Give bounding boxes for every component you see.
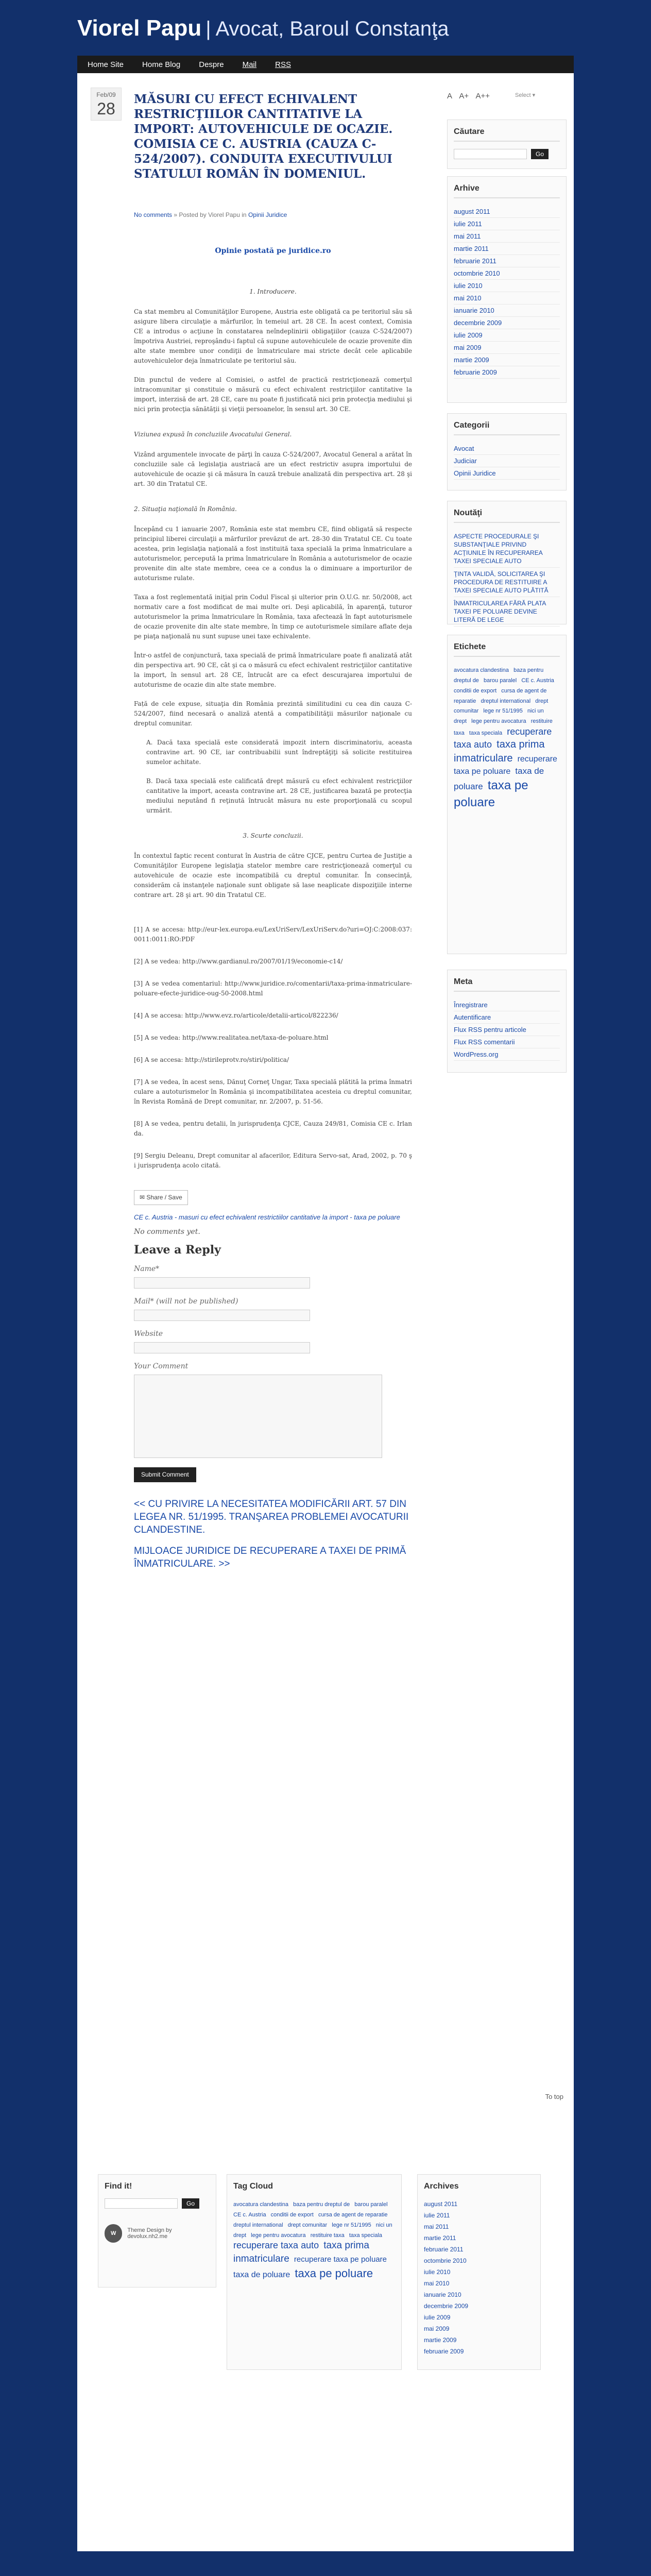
category-item[interactable]: Judiciar: [454, 455, 560, 467]
paragraph: Față de cele expuse, situaţia din România prezintă similitudini cu cea din cauza C-524/2007, fiind necesară o analiză atentă a compatibilităţii măsurilor naţionale cu dreptul comunitar.: [134, 700, 412, 727]
site-title-text[interactable]: Viorel Papu: [77, 15, 202, 41]
nav-home-blog[interactable]: Home Blog: [142, 60, 181, 69]
nav-rss[interactable]: RSS: [275, 60, 291, 69]
footer-archive-item[interactable]: octombrie 2010: [424, 2257, 467, 2264]
font-size-switcher: [447, 92, 495, 100]
paragraph-list-b: B. Dacă taxa specială este calificată drept măsură cu efect echivalent restricţiilor cantitative la import, aceasta contravine art. 28 CE, justificarea bazată pe protecţia mediului neputând fi reţinută întrucât măsura nu este proporţională cu scopul urmărit.: [146, 777, 412, 814]
name-input[interactable]: [134, 1277, 310, 1289]
name-label: Name*: [134, 1265, 160, 1273]
archive-item[interactable]: februarie 2009: [454, 366, 560, 379]
site-header: [0, 0, 651, 52]
tag-link[interactable]: CE c. Austria: [521, 677, 554, 684]
footer-archive-item[interactable]: iulie 2010: [424, 2268, 451, 2276]
footnote[interactable]: [6] A se accesa: http://stirileprotv.ro/stiri/politica/: [134, 1056, 289, 1063]
footnote[interactable]: [4] A se accesa: http://www.evz.ro/articole/detalii-articol/822236/: [134, 1012, 338, 1019]
tag-link[interactable]: taxa de poluare: [233, 2270, 290, 2279]
post-byline: Opinie postată pe juridice.ro: [215, 247, 331, 255]
archive-item[interactable]: iulie 2010: [454, 280, 560, 292]
search-input[interactable]: [454, 149, 527, 159]
share-button[interactable]: [134, 1190, 188, 1205]
tag-link[interactable]: recuperare taxa auto: [233, 2240, 319, 2251]
tag-link[interactable]: cursa de agent de reparatie: [318, 2211, 388, 2218]
tag-link[interactable]: taxa pe poluare: [454, 778, 528, 809]
tag-link[interactable]: baza pentru dreptul de: [293, 2201, 350, 2208]
search-title: Căutare: [454, 127, 560, 142]
tag-link[interactable]: drept comunitar: [454, 698, 549, 715]
paragraph: Începând cu 1 ianuarie 2007, România este stat membru CE, fiind obligată să respecte principiul liberei circulaţii a mărfurilor prevăzut de art. 28-30 din Tratatul CE. Cu toate acestea, prin legislaţia naţională a fost instituită taxa specială la prima înmatriculare a autoturismelor, percepută la prima înmatriculare în România a autoturismelor de ocazie provenite din alte state membre, ceea ce a condus la o diminuare a importurilor de autoturisme rulate.: [134, 526, 412, 582]
footnote[interactable]: [3] A se vedea comentariul: http://www.juridice.ro/comentarii/taxa-prima-inmatriculare-poluare-efecte-juridice-oug-50-2008.html: [134, 980, 412, 997]
tag-link[interactable]: cursa de agent de reparatie: [454, 687, 547, 704]
posted-by: » Posted by Viorel Papu in: [174, 211, 247, 218]
paragraph: În contextul faptic recent conturat în Austria de către CJCE, pentru Curtea de Justiţie a Comunităţilor Europene legislaţia statelor membre care restricţionează comerţul cu autovehicule de ocazie este incompatibilă cu dreptul comunitar. În consecinţă, considerăm că instanţele naţionale sunt obligate să lase neaplicate dispoziţiile interne contrare art. 28 şi art. 90 din Tratatul CE.: [134, 852, 412, 899]
archive-widget: [447, 176, 567, 403]
footer-archive-item[interactable]: august 2011: [424, 2200, 458, 2208]
footnote: [8] A se vedea, pentru detalii, în jurisprudenţa CJCE, Cauza 249/81, Comisia CE c. Irlanda.: [134, 1120, 412, 1137]
theme-credit-text[interactable]: Theme Design by devolux.nh2.me: [127, 2227, 172, 2240]
footer-archives-title: Archives: [424, 2182, 459, 2191]
paragraph: Ca stat membru al Comunităţilor Europene, Austria este obligată ca pe teritoriul său să asigure libera circulaţie a mărfurilor, în temeiul art. 28 CE. În acest context, Comisia CE a introdus o acţiune în constatarea neîndeplinirii obligaţiilor (cauza C-524/2007) împotriva Austriei, reproşându-i faptul că supune autovehiculele de ocazie provenite din alte state membre unor condiţii de înmatriculare mai stricte decât cele aplicabile autovehiculelor deja înmatriculate pe teritoriul său.: [134, 308, 412, 364]
submit-comment-button[interactable]: Submit Comment: [134, 1467, 196, 1482]
news-item[interactable]: ÎNMATRICULAREA FĂRĂ PLATA TAXEI PE POLUARE DEVINE LITERĂ DE LEGE: [454, 597, 560, 626]
meta-item[interactable]: Înregistrare: [454, 999, 560, 1011]
archive-title: Arhive: [454, 184, 560, 198]
news-widget: [447, 501, 567, 624]
tag-cloud: [454, 664, 560, 811]
footer-archive-item[interactable]: martie 2009: [424, 2336, 457, 2344]
meta-item[interactable]: Flux RSS pentru articole: [454, 1024, 560, 1036]
tag-link[interactable]: recuperare taxa pe poluare: [454, 755, 557, 776]
footer-archive-item[interactable]: ianuarie 2010: [424, 2291, 461, 2298]
footer-tagcloud-widget: [227, 2174, 402, 2370]
tag-link[interactable]: baza pentru dreptul de: [454, 667, 544, 684]
no-comments-text: No comments yet.: [134, 1228, 200, 1236]
news-item[interactable]: ASPECTE PROCEDURALE ŞI SUBSTANŢIALE PRIVIND ACŢIUNILE ÎN RECUPERAREA TAXEI SPECIALE AUTO: [454, 530, 560, 568]
site-title[interactable]: [77, 15, 449, 41]
news-item[interactable]: ŢINTA VALIDĂ, SOLICITAREA ŞI PROCEDURA DE RESTITUIRE A TAXEI SPECIALE AUTO PLĂTITĂ: [454, 568, 560, 597]
paragraph: Într-o astfel de conjunctură, taxa specială de primă înmatriculare poate fi analizată atât din perspectiva art. 90 CE, cât şi ca o măsură cu efect echivalent restricţiilor cantitative la import, în sensul art. 28 CE, întrucât are ca efect descurajarea importului de autoturisme de ocazie din alte state membre.: [134, 652, 412, 688]
previous-post-link[interactable]: << CU PRIVIRE LA NECESITATEA MODIFICĂRII ART. 57 DIN LEGEA NR. 51/1995. TRANŞAREA PROBLEMEI AVOCATURII CLANDESTINE.: [134, 1499, 409, 1535]
meta-item[interactable]: WordPress.org: [454, 1048, 560, 1061]
archive-item[interactable]: februarie 2011: [454, 255, 560, 267]
comments-link[interactable]: No comments: [134, 211, 173, 218]
post-category-line[interactable]: CE c. Austria - masuri cu efect echivalent restrictiilor cantitative la import - taxa pe poluare: [134, 1213, 400, 1221]
meta-title: Meta: [454, 977, 560, 992]
archive-item[interactable]: martie 2009: [454, 354, 560, 366]
paragraph: Taxa a fost reglementată iniţial prin Codul Fiscal şi ulterior prin O.U.G. nr. 50/2008, act normativ care a fost modificat de mai multe ori. Deşi aplicabilă, în aparenţă, tuturor autoturismelor la prima înmatriculare în România, taxa afectează în fapt autoturismele de ocazie provenite din alte state membre, în timp ce autoturismele similare aflate deja pe piaţa naţională nu sunt supuse unei taxe echivalente.: [134, 594, 412, 640]
meta-widget: [447, 970, 567, 1073]
section-title: 3. Scurte concluzii.: [243, 832, 303, 839]
footer-find-title: Find it!: [105, 2182, 132, 2191]
share-label: Share / Save: [146, 1194, 182, 1201]
site-subtitle: | Avocat, Baroul Constanţa: [205, 18, 449, 40]
post-meta: [134, 211, 287, 218]
nav-mail[interactable]: Mail: [242, 60, 257, 69]
website-label: Website: [134, 1330, 163, 1338]
archive-item[interactable]: mai 2011: [454, 230, 560, 243]
tag-link[interactable]: restituire taxa: [310, 2232, 345, 2239]
to-top-link[interactable]: To top: [545, 2093, 563, 2100]
next-post-link[interactable]: MIJLOACE JURIDICE DE RECUPERARE A TAXEI DE PRIMĂ ÎNMATRICULARE. >>: [134, 1546, 406, 1569]
tag-link[interactable]: lege nr 51/1995: [332, 2222, 371, 2228]
font-size-large[interactable]: A+: [459, 92, 469, 100]
footer-archive-item[interactable]: mai 2009: [424, 2325, 450, 2332]
news-title: Noutăţi: [454, 509, 560, 523]
theme-credit: [105, 2224, 210, 2243]
tag-link[interactable]: lege nr 51/1995: [483, 708, 523, 715]
section-title: Viziunea expusă în concluziile Avocatului General.: [134, 431, 292, 438]
tag-link[interactable]: conditii de export: [454, 687, 497, 694]
tag-link[interactable]: taxa de poluare: [454, 766, 544, 792]
post-body: [77, 246, 438, 1570]
font-size-xlarge[interactable]: A++: [475, 92, 490, 100]
tag-link[interactable]: taxa prima inmatriculare: [454, 739, 545, 765]
footer-tagcloud-title: Tag Cloud: [233, 2182, 273, 2191]
comment-textarea[interactable]: [134, 1375, 382, 1458]
footer-go-button[interactable]: Go: [182, 2198, 199, 2209]
tag-link[interactable]: taxa prima inmatriculare: [233, 2240, 369, 2265]
archive-item[interactable]: august 2011: [454, 206, 560, 218]
tag-link[interactable]: barou paralel: [354, 2201, 388, 2208]
post-date-month: Feb/09: [96, 91, 116, 98]
category-item[interactable]: Opinii Juridice: [454, 467, 560, 480]
paragraph: Vizând argumentele invocate de părţi în cauza C-524/2007, Avocatul General a arătat în concluziile sale că legislaţia austriacă are un efect restrictiv asupra importului de autovehicule de ocazie şi că măsura în cauză trebuie analizată din perspectiva art. 28 şi art. 30 din Tratatul CE.: [134, 451, 412, 487]
footer-archive-item[interactable]: februarie 2009: [424, 2348, 464, 2355]
reply-title: Leave a Reply: [134, 1243, 221, 1257]
section-title: 2. Situaţia naţională în România.: [134, 505, 237, 513]
tag-link[interactable]: avocatura clandestina: [454, 667, 509, 673]
footer-archive-item[interactable]: mai 2010: [424, 2280, 450, 2287]
footnote[interactable]: [1] A se accesa: http://eur-lex.europa.eu/LexUriServ/LexUriServ.do?uri=OJ:C:2008:037:0011:0011:RO:PDF: [134, 926, 412, 943]
tag-link[interactable]: nici un drept: [233, 2222, 392, 2239]
comment-label: Your Comment: [134, 1362, 189, 1370]
footnote: [9] Sergiu Deleanu, Drept comunitar al afacerilor, Editura Servo-sat, Arad, 2002, p. 70 şi jurisprudenţa acolo citată.: [134, 1152, 412, 1169]
archive-item[interactable]: octombrie 2010: [454, 267, 560, 280]
paragraph-list-a: A. Dacă taxa specială este considerată impozit intern discriminatoriu, aceasta contravine art. 90 CE, iar contribuabilii sunt îndreptăţiţi să solicite restituirea sumelor achitate.: [146, 739, 412, 766]
section-title: 1. Introducere.: [249, 288, 297, 295]
footer-archive-item[interactable]: februarie 2011: [424, 2246, 464, 2253]
footer-archive-item[interactable]: iulie 2009: [424, 2314, 451, 2321]
tags-title: Etichete: [454, 642, 560, 657]
footer-search-input[interactable]: [105, 2198, 178, 2209]
mail-label: Mail* (will not be published): [134, 1297, 238, 1306]
tag-link[interactable]: taxa speciala: [469, 730, 503, 737]
tag-link[interactable]: lege pentru avocatura: [251, 2232, 306, 2239]
tag-link[interactable]: recuperare taxa pe poluare: [294, 2255, 387, 2264]
tags-widget: [447, 635, 567, 954]
tag-link[interactable]: taxa pe poluare: [295, 2266, 373, 2280]
footnote[interactable]: [2] A se vedea: http://www.gardianul.ro/2007/01/19/economie-c14/: [134, 958, 343, 965]
footer-search-widget: [98, 2174, 216, 2287]
mail-input[interactable]: [134, 1310, 310, 1321]
search-go-button[interactable]: Go: [531, 149, 549, 159]
footer-archive-list: [424, 2198, 534, 2357]
main-column: [77, 73, 438, 1579]
main-nav: [77, 56, 574, 73]
footer-archive-item[interactable]: martie 2011: [424, 2234, 456, 2242]
category-item[interactable]: Avocat: [454, 443, 560, 455]
tag-link[interactable]: drept comunitar: [287, 2222, 328, 2228]
nav-despre[interactable]: Despre: [199, 60, 224, 69]
language-select[interactable]: Select ▾: [515, 92, 536, 98]
post-date-day: 28: [97, 99, 115, 118]
tag-link[interactable]: conditii de export: [270, 2211, 314, 2218]
archive-item[interactable]: ianuarie 2010: [454, 304, 560, 317]
search-widget: [447, 120, 567, 169]
tag-link[interactable]: recuperare taxa auto: [454, 726, 552, 750]
footer-archive-item[interactable]: iulie 2011: [424, 2212, 450, 2219]
archive-item[interactable]: iulie 2011: [454, 218, 560, 230]
archive-item[interactable]: martie 2011: [454, 243, 560, 255]
font-size-normal[interactable]: A: [447, 92, 453, 100]
footnote: [7] A se vedea, în acest sens, Dănuţ Corneţ Ungar, Taxa specială plătită la prima înmatriculare a autoturismelor în România şi incompatibilitatea acesteia cu dreptul comunitar, în Revista Română de Drept comunitar, nr. 2/2007, p. 51-56.: [134, 1078, 412, 1105]
categories-widget: [447, 413, 567, 490]
archive-item[interactable]: mai 2010: [454, 292, 560, 304]
footer-archive-item[interactable]: mai 2011: [424, 2223, 449, 2230]
tag-link[interactable]: nici un drept: [454, 708, 544, 725]
wordpress-icon: W: [105, 2224, 122, 2243]
nav-home-site[interactable]: Home Site: [88, 60, 124, 69]
footnote[interactable]: [5] A se vedea: http://www.realitatea.net/taxa-de-poluare.html: [134, 1034, 329, 1041]
meta-item[interactable]: Autentificare: [454, 1011, 560, 1024]
tag-link[interactable]: lege pentru avocatura: [471, 718, 526, 725]
post-date: [91, 88, 122, 121]
meta-item[interactable]: Flux RSS comentarii: [454, 1036, 560, 1048]
archive-item[interactable]: decembrie 2009: [454, 317, 560, 329]
tag-link[interactable]: dreptul international: [233, 2222, 283, 2228]
tag-link[interactable]: dreptul international: [481, 698, 531, 704]
paragraph: Din punctul de vedere al Comisiei, o astfel de practică restricţionează comerţul intracomunitar şi constituie o măsură cu efect echivalent restricţiilor cantitative la import, interzisă de art. 28 CE, care nu poate fi justificată nici prin protecţia mediului şi nici prin protecţia sănătăţii şi vieţii persoanelor, în sensul art. 30 CE.: [134, 376, 412, 413]
website-input[interactable]: [134, 1342, 310, 1353]
share-icon: ✉: [140, 1194, 147, 1201]
categories-title: Categorii: [454, 421, 560, 435]
archive-item[interactable]: iulie 2009: [454, 329, 560, 342]
tag-link[interactable]: restituire taxa: [454, 718, 553, 737]
category-link[interactable]: Opinii Juridice: [248, 211, 287, 218]
footer-tag-cloud: [233, 2198, 395, 2281]
footer-archive-item[interactable]: decembrie 2009: [424, 2302, 469, 2310]
post-navigation: [134, 1498, 412, 1570]
footer-archives-widget: [417, 2174, 541, 2370]
tag-link[interactable]: barou paralel: [484, 677, 517, 684]
archive-item[interactable]: mai 2009: [454, 342, 560, 354]
post-header: [77, 73, 438, 228]
post-title[interactable]: MĂSURI CU EFECT ECHIVALENT RESTRICŢIILOR CANTITATIVE LA IMPORT: AUTOVEHICULE DE OCAZIE. COMISIA CE C. AUSTRIA (CAUZA C-524/2007). CONDUITA EXECUTIVULUI STATULUI ROMÂN ÎN DOMENIUL.: [134, 92, 393, 181]
tag-link[interactable]: taxa speciala: [349, 2232, 383, 2239]
tag-link[interactable]: CE c. Austria: [233, 2211, 266, 2218]
footer-widgets: [77, 2159, 574, 2468]
tag-link[interactable]: avocatura clandestina: [233, 2201, 289, 2208]
